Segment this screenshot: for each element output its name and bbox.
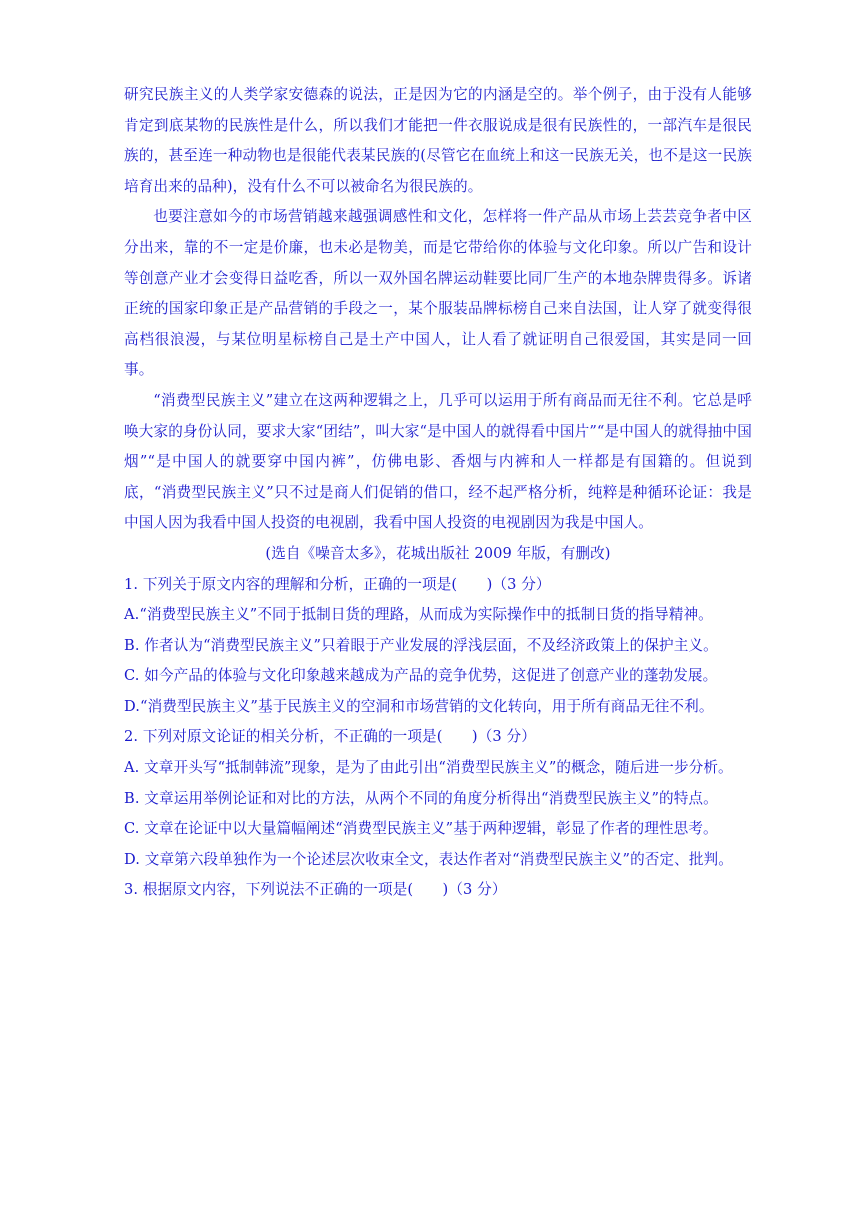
question-2-option-b: B. 文章运用举例论证和对比的方法，从两个不同的角度分析得出“消费型民族主义”的特点。 [124, 789, 718, 807]
question-2-option-d: D. 文章第六段单独作为一个论述层次收束全文，表达作者对“消费型民族主义”的否定、批判。 [124, 850, 733, 868]
question-3-stem: 3. 根据原文内容，下列说法不正确的一项是( )（3 分） [124, 881, 507, 899]
paragraph-3: “消费型民族主义”建立在这两种逻辑之上，几乎可以运用于所有商品而无往不利。它总是呼唤大家的身份认同，要求大家“团结”，叫大家“是中国人的就得看中国片”“是中国人的就得抽中国烟”“是中国人的就要穿中国内裤”，仿佛电影、香烟与内裤和人一样都是有国籍的。但说到底，“消费型民族主义”只不过是商人们促销的借口，经不起严格分析，纯粹是种循环论证：我是中国人因为我看中国人投资的电视剧，我看中国人投资的电视剧因为我是中国人。 [124, 391, 752, 532]
question-1-option-d: D.“消费型民族主义”基于民族主义的空洞和市场营销的文化转向，用于所有商品无往不利。 [124, 697, 714, 715]
paragraph-2: 也要注意如今的市场营销越来越强调感性和文化，怎样将一件产品从市场上芸芸竞争者中区分出来，靠的不一定是价廉，也未必是物美，而是它带给你的体验与文化印象。所以广告和设计等创意产业才会变得日益吃香，所以一双外国名牌运动鞋要比同厂生产的本地杂牌贵得多。诉诸正统的国家印象正是产品营销的手段之一，某个服装品牌标榜自己来自法国，让人穿了就变得很高档很浪漫，与某位明星标榜自己是土产中国人，让人看了就证明自己很爱国，其实是同一回事。 [124, 208, 752, 379]
question-1-option-b: B. 作者认为“消费型民族主义”只着眼于产业发展的浮浅层面，不及经济政策上的保护主义。 [124, 636, 718, 654]
question-2-option-a: A. 文章开头写“抵制韩流”现象，是为了由此引出“消费型民族主义”的概念，随后进一步分析。 [124, 759, 733, 777]
question-1-option-c: C. 如今产品的体验与文化印象越来越成为产品的竞争优势，这促进了创意产业的蓬勃发展。 [124, 667, 718, 685]
question-1-stem: 1. 下列关于原文内容的理解和分析，正确的一项是( )（3 分） [124, 575, 551, 593]
question-2-option-c: C. 文章在论证中以大量篇幅阐述“消费型民族主义”基于两种逻辑，彰显了作者的理性思考。 [124, 820, 718, 838]
document-page [124, 80, 752, 906]
question-1-option-a: A.“消费型民族主义”不同于抵制日货的理路，从而成为实际操作中的抵制日货的指导精神。 [124, 606, 713, 624]
question-2-stem: 2. 下列对原文论证的相关分析，不正确的一项是( )（3 分） [124, 728, 536, 746]
source-citation: (选自《噪音太多》，花城出版社 2009 年版，有删改) [265, 544, 611, 562]
paragraph-1: 研究民族主义的人类学家安德森的说法，正是因为它的内涵是空的。举个例子，由于没有人能够肯定到底某物的民族性是什么，所以我们才能把一件衣服说成是很有民族性的，一部汽车是很民族的，甚至连一种动物也是很能代表某民族的(尽管它在血统上和这一民族无关，也不是这一民族培育出来的品种)，没有什么不可以被命名为很民族的。 [124, 86, 752, 195]
